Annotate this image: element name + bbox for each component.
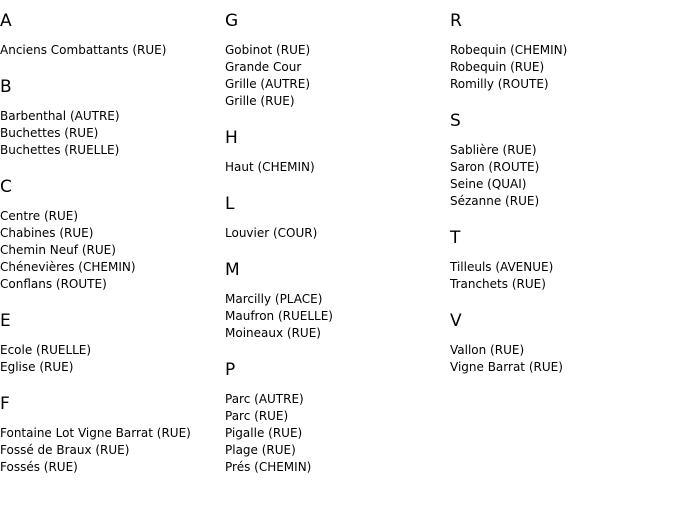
- letter-group: [0, 310, 220, 376]
- street-name: Pigalle (RUE): [225, 426, 303, 440]
- street-name: Fontaine Lot Vigne Barrat (RUE): [0, 426, 191, 440]
- letter-heading: F: [0, 394, 10, 414]
- letter-group: [450, 310, 670, 376]
- street-name: Louvier (COUR): [225, 226, 318, 240]
- street-name: Gobinot (RUE): [225, 43, 311, 57]
- letter-heading: H: [225, 128, 238, 148]
- street-name: Tranchets (RUE): [450, 277, 546, 291]
- street-name: Buchettes (RUE): [0, 126, 99, 140]
- street-list: [0, 208, 220, 293]
- street-name: Parc (RUE): [225, 409, 289, 423]
- street-name: Robequin (CHEMIN): [450, 43, 568, 57]
- street-name: Saron (ROUTE): [450, 160, 540, 174]
- letter-heading: C: [0, 177, 12, 197]
- street-index-column-1: [0, 10, 220, 493]
- street-list: [225, 291, 445, 342]
- street-name: Robequin (RUE): [450, 60, 545, 74]
- street-name: Grille (RUE): [225, 94, 295, 108]
- street-list: [450, 342, 670, 376]
- street-name: Ecole (RUELLE): [0, 343, 92, 357]
- street-name: Sézanne (RUE): [450, 194, 540, 208]
- letter-heading: B: [0, 77, 12, 97]
- letter-heading: R: [450, 11, 462, 31]
- street-name: Barbenthal (AUTRE): [0, 109, 120, 123]
- letter-group: [0, 76, 220, 159]
- letter-heading: G: [225, 11, 239, 31]
- street-list: [450, 142, 670, 210]
- street-name: Sablière (RUE): [450, 143, 537, 157]
- street-name: Centre (RUE): [0, 209, 79, 223]
- letter-group: [0, 176, 220, 293]
- street-name: Parc (AUTRE): [225, 392, 304, 406]
- street-name: Anciens Combattants (RUE): [0, 43, 167, 57]
- letter-heading: M: [225, 260, 240, 280]
- street-name: Marcilly (PLACE): [225, 292, 323, 306]
- letter-heading: P: [225, 360, 236, 380]
- street-name: Grille (AUTRE): [225, 77, 311, 91]
- street-name: Vigne Barrat (RUE): [450, 360, 563, 374]
- street-name: Maufron (RUELLE): [225, 309, 333, 323]
- street-name: Eglise (RUE): [0, 360, 74, 374]
- street-name: Grande Cour: [225, 60, 302, 74]
- street-name: Buchettes (RUELLE): [0, 143, 120, 157]
- letter-group: [225, 359, 445, 476]
- street-name: Vallon (RUE): [450, 343, 525, 357]
- letter-group: [225, 127, 445, 176]
- street-list: [225, 225, 445, 242]
- street-list: [0, 342, 220, 376]
- letter-heading: E: [0, 311, 11, 331]
- letter-group: [0, 393, 220, 476]
- street-name: Chemin Neuf (RUE): [0, 243, 116, 257]
- street-list: [225, 159, 445, 176]
- letter-group: [0, 10, 220, 59]
- letter-heading: T: [450, 228, 461, 248]
- street-name: Fossé de Braux (RUE): [0, 443, 130, 457]
- street-list: [450, 42, 670, 93]
- letter-group: [450, 110, 670, 210]
- street-name: Conflans (ROUTE): [0, 277, 107, 291]
- street-list: [0, 108, 220, 159]
- street-index-column-2: [225, 10, 445, 493]
- letter-heading: A: [0, 11, 12, 31]
- street-list: [0, 425, 220, 476]
- street-list: [225, 391, 445, 476]
- street-name: Fossés (RUE): [0, 460, 78, 474]
- letter-heading: L: [225, 194, 235, 214]
- street-list: [225, 42, 445, 110]
- letter-heading: S: [450, 111, 461, 131]
- street-name: Tilleuls (AVENUE): [450, 260, 554, 274]
- street-list: [450, 259, 670, 293]
- street-index-column-3: [450, 10, 670, 393]
- street-name: Prés (CHEMIN): [225, 460, 312, 474]
- street-name: Chabines (RUE): [0, 226, 94, 240]
- street-name: Seine (QUAI): [450, 177, 527, 191]
- letter-group: [225, 10, 445, 110]
- street-name: Haut (CHEMIN): [225, 160, 315, 174]
- letter-group: [450, 10, 670, 93]
- street-name: Plage (RUE): [225, 443, 296, 457]
- street-list: [0, 42, 220, 59]
- letter-heading: V: [450, 311, 462, 331]
- street-name: Moineaux (RUE): [225, 326, 321, 340]
- letter-group: [225, 193, 445, 242]
- letter-group: [225, 259, 445, 342]
- street-name: Chénevières (CHEMIN): [0, 260, 136, 274]
- letter-group: [450, 227, 670, 293]
- street-name: Romilly (ROUTE): [450, 77, 549, 91]
